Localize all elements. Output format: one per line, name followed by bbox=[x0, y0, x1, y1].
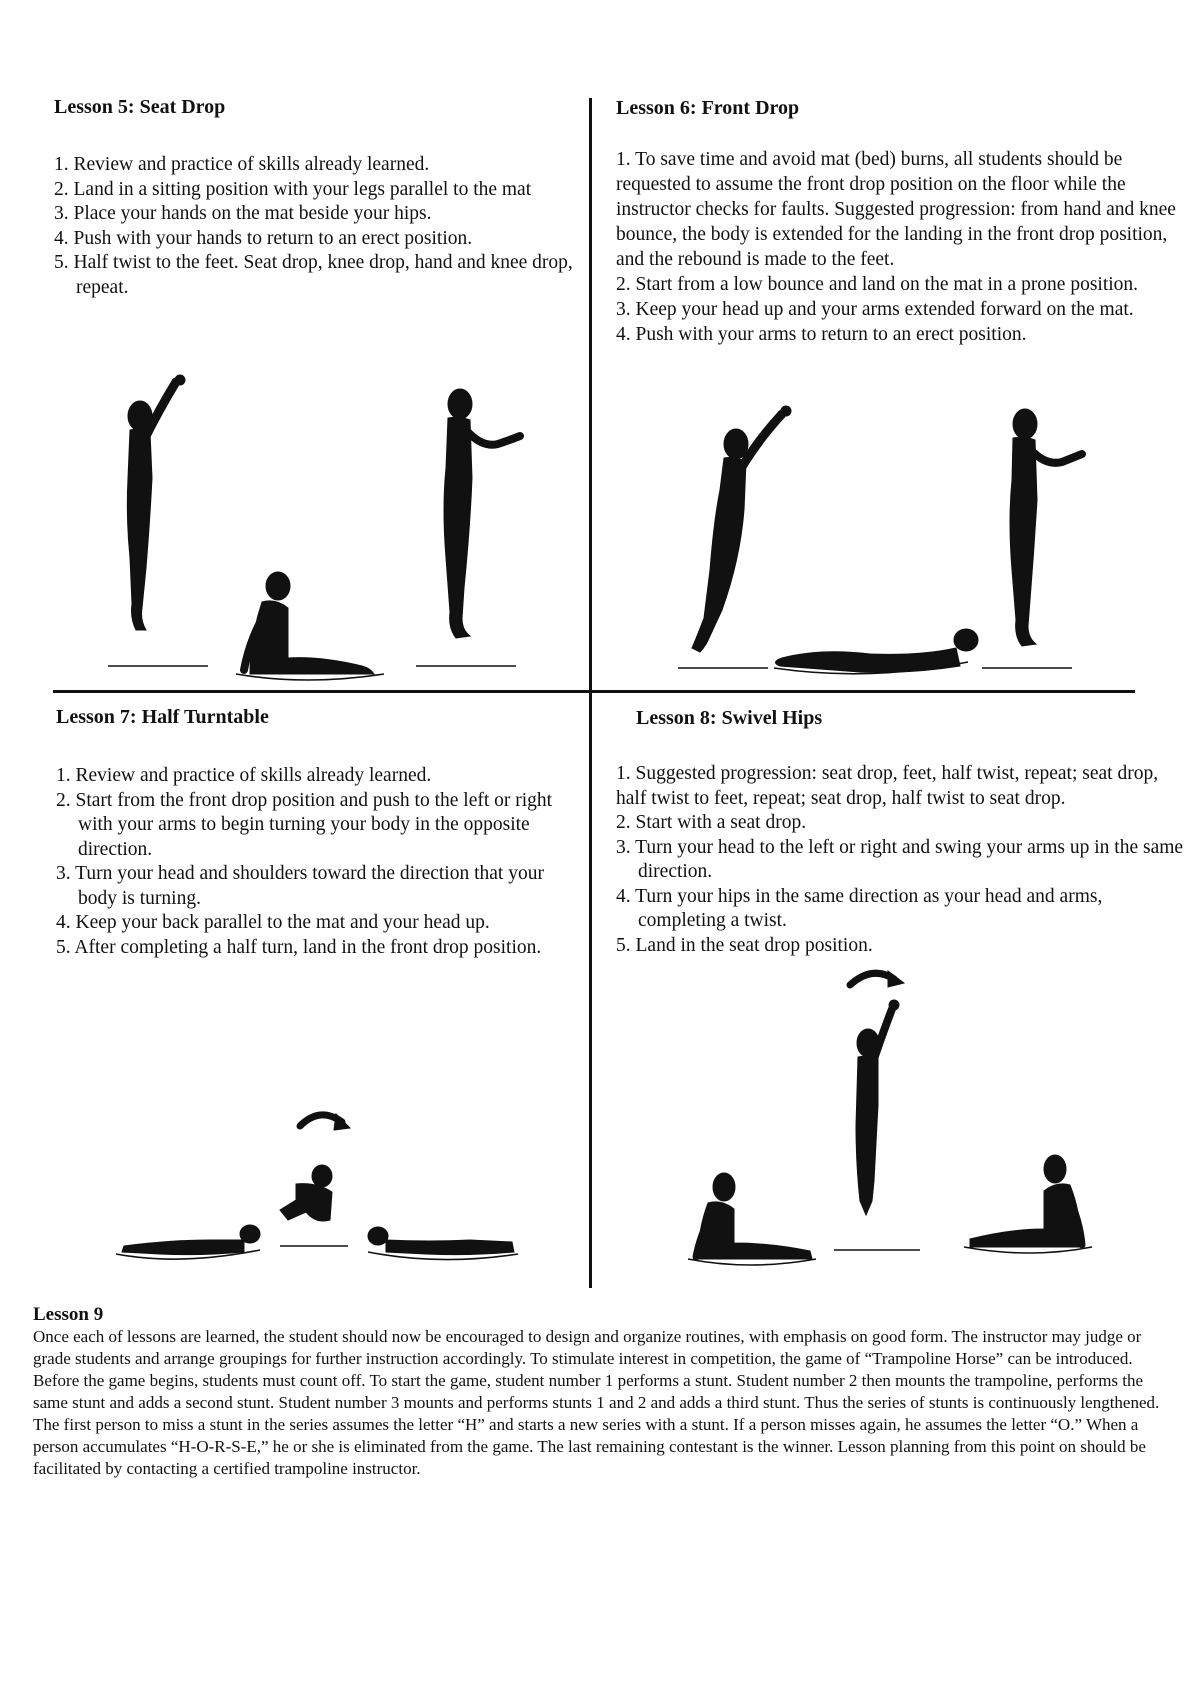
silhouette-figure-icon bbox=[280, 1165, 332, 1221]
lesson5-title: Lesson 5: Seat Drop bbox=[54, 96, 226, 118]
silhouette-figure-icon bbox=[774, 629, 978, 674]
curved-arrow-icon bbox=[850, 973, 894, 985]
silhouette-figure-icon bbox=[236, 572, 384, 680]
horizontal-divider bbox=[53, 690, 1135, 693]
lesson5-step: 2. Land in a sitting position with your legs parallel to the mat bbox=[54, 178, 532, 200]
lesson7-step: 1. Review and practice of skills already learned. bbox=[56, 765, 432, 786]
silhouette-figure-icon bbox=[856, 1000, 899, 1215]
silhouette-figure-icon bbox=[368, 1227, 518, 1260]
lesson8-step: 5. Land in the seat drop position. bbox=[616, 934, 873, 956]
lesson8-step: 1. Suggested progression: seat drop, feet, half twist, repeat; seat drop, half twist to feet, repeat; seat drop, half twist to seat drop. bbox=[616, 763, 1159, 809]
lesson7-step: 5. After completing a half turn, land in the front drop position. bbox=[56, 936, 542, 958]
lesson8-title: Lesson 8: Swivel Hips bbox=[636, 707, 823, 729]
lesson7-title: Lesson 7: Half Turntable bbox=[56, 706, 269, 728]
lesson9-title: Lesson 9 bbox=[33, 1304, 104, 1325]
silhouette-figure-icon bbox=[127, 375, 185, 630]
lesson6-step: 4. Push with your arms to return to an erect position. bbox=[616, 324, 1027, 345]
lesson9-body: Once each of lessons are learned, the student should now be encouraged to design and organize routines, with emphasis on good form. The instructor may judge or grade students and arrange groupings for further instruction accordingly. To stimulate interest in competition, the game of “Trampoline Horse” can be introduced. Before the game begins, students must count off. To start the game, student number 1 performs a stunt. Student number 2 then mounts the trampoline, performs the same stunt and adds a second stunt. Student number 3 mounts and performs stunts 1 and 2 and adds a third stunt. Thus the series of stunts is continuously lengthened. The first person to miss a stunt in the series assumes the letter “H” and starts a new series with a stunt. If a person misses again, he assumes the letter “O.” When a person accumulates “H-O-R-S-E,” he or she is eliminated from the game. The last remaining contestant is the winner. Lesson planning from this point on should be facilitated by contacting a certified trampoline instructor. bbox=[33, 1327, 1160, 1478]
silhouette-figure-icon bbox=[688, 1173, 816, 1265]
lesson7-illustration bbox=[110, 1100, 530, 1268]
curved-arrow-icon-head bbox=[888, 971, 904, 987]
lesson7-step: 4. Keep your back parallel to the mat and your head up. bbox=[56, 912, 490, 933]
lesson5-illustration bbox=[100, 368, 540, 684]
lesson8-step: 3. Turn your head to the left or right and swing your arms up in the same direction. bbox=[616, 836, 1184, 882]
silhouette-figure-icon bbox=[1010, 409, 1082, 646]
lesson6-title: Lesson 6: Front Drop bbox=[616, 97, 800, 119]
lesson8-step: 4. Turn your hips in the same direction as your head and arms, completing a twist. bbox=[616, 885, 1103, 931]
lesson5-step: 4. Push with your hands to return to an erect position. bbox=[54, 227, 473, 249]
lesson6-step: 1. To save time and avoid mat (bed) burns, all students should be requested to assume the front drop position on the floor while the instructor checks for faults. Suggested progression: from hand and knee bounce, the body is extended for the landing in the front drop position, and the rebound is made to the feet. bbox=[616, 149, 1176, 270]
silhouette-figure-icon bbox=[444, 389, 520, 638]
lesson6-steps bbox=[616, 147, 1186, 347]
lesson8-illustration bbox=[680, 965, 1100, 1270]
lesson7-step: 2. Start from the front drop position and push to the left or right with your arms to begin turning your body in the opposite direction. bbox=[56, 789, 553, 860]
lesson5-step: 1. Review and practice of skills already learned. bbox=[54, 154, 430, 175]
lesson8-step: 2. Start with a seat drop. bbox=[616, 812, 807, 833]
silhouette-figure-icon bbox=[964, 1155, 1092, 1253]
lesson7-steps bbox=[56, 764, 584, 960]
lesson6-step: 2. Start from a low bounce and land on the mat in a prone position. bbox=[616, 274, 1139, 295]
lesson7-step: 3. Turn your head and shoulders toward the direction that your body is turning. bbox=[56, 863, 544, 909]
lesson6-step: 3. Keep your head up and your arms extended forward on the mat. bbox=[616, 299, 1134, 320]
lesson8-steps bbox=[616, 762, 1188, 958]
lesson5-step: 5. Half twist to the feet. Seat drop, knee drop, hand and knee drop, repeat. bbox=[54, 252, 573, 298]
silhouette-figure-icon bbox=[692, 406, 791, 652]
lesson5-step: 3. Place your hands on the mat beside your hips. bbox=[54, 203, 432, 224]
lesson6-illustration bbox=[670, 400, 1090, 688]
curved-arrow-icon-head bbox=[334, 1114, 350, 1130]
lesson5-steps bbox=[54, 153, 590, 300]
silhouette-figure-icon bbox=[116, 1225, 260, 1259]
